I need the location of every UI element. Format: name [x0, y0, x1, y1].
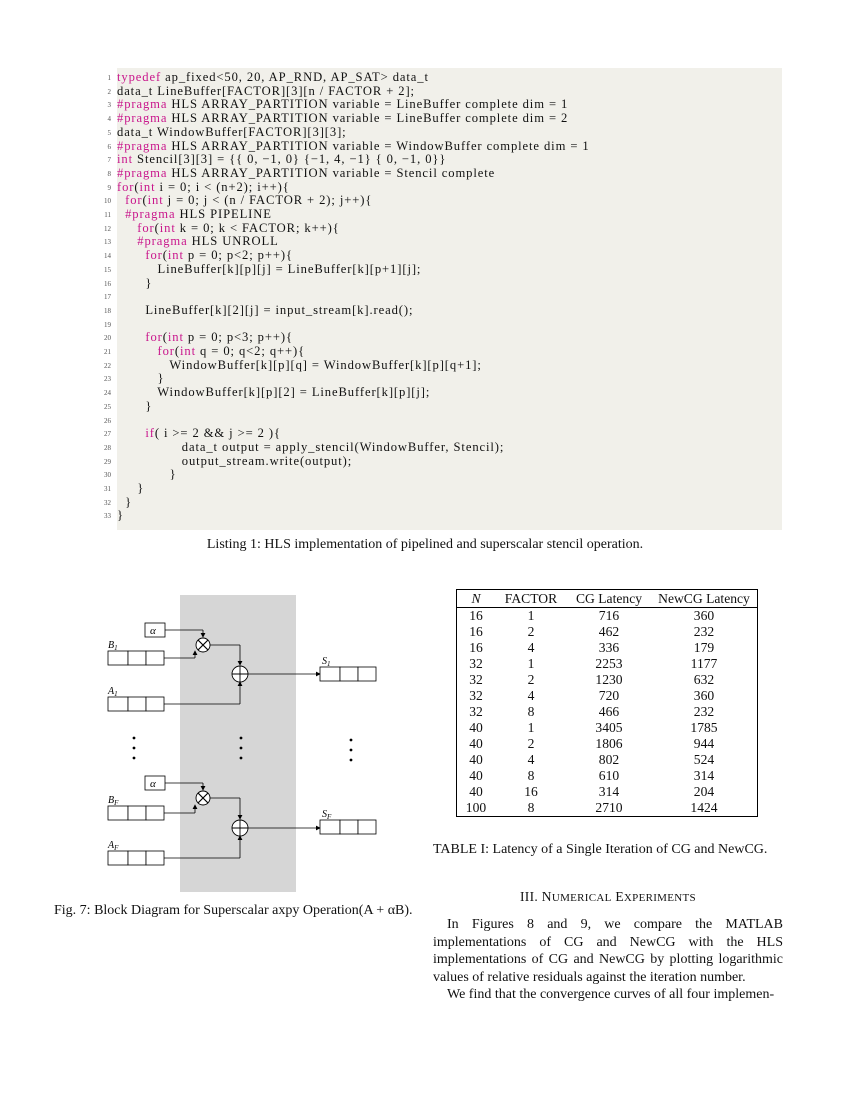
- line-number: 15: [104, 265, 111, 274]
- code-text: data_t output = apply_stencil(WindowBuffer, Stencil);: [117, 439, 505, 454]
- line-number: 21: [104, 348, 111, 356]
- table-cell: 2: [527, 672, 535, 687]
- table-cell: 314: [598, 784, 620, 799]
- table-cell: 232: [651, 624, 758, 640]
- code-text: #pragma HLS ARRAY_PARTITION variable = LineBuffer complete dim = 1: [117, 97, 569, 112]
- code-text: for(int q = 0; q<2; q++){: [157, 344, 306, 358]
- code-line: [104, 371, 165, 386]
- table-cell: 232: [651, 704, 758, 720]
- svg-text:A1: $A_1$: [108, 686, 118, 698]
- af-register: [108, 851, 164, 865]
- line-number: 4: [107, 115, 111, 124]
- s1-label: S: [322, 656, 327, 667]
- table-cell: 40: [457, 784, 496, 800]
- table-cell: 632: [651, 672, 758, 688]
- line-number: 13: [104, 238, 111, 247]
- table-cell: 610: [598, 768, 620, 783]
- code-line: [104, 261, 422, 277]
- line-number: 24: [104, 389, 111, 398]
- table-cell: 2710: [567, 800, 651, 817]
- code-text: WindowBuffer[k][p][q] = WindowBuffer[k][p][q+1];: [117, 357, 482, 372]
- code-line: [104, 453, 353, 469]
- table-row: [457, 784, 758, 800]
- line-number: 33: [104, 512, 111, 521]
- table-row: [457, 640, 758, 656]
- table-cell: 720: [598, 688, 620, 703]
- code-line: [107, 165, 496, 181]
- table-cell: 1785: [651, 720, 758, 736]
- bf-label: B: [108, 795, 115, 806]
- code-line: [104, 207, 272, 222]
- line-number: 12: [104, 224, 111, 233]
- table-cell: 179: [651, 640, 758, 656]
- table-cell: 16: [524, 784, 538, 799]
- code-text: for(int k = 0; k < FACTOR; k++){: [137, 220, 340, 235]
- code-text: for(int p = 0; p<2; p++){: [145, 248, 293, 263]
- table-cell: 4: [527, 640, 535, 655]
- table-cell: 40: [457, 768, 496, 784]
- table-cell: 944: [651, 736, 758, 752]
- table-cell: 2: [527, 624, 535, 639]
- table-cell: 360: [651, 608, 758, 625]
- header-factor: FACTOR: [495, 590, 567, 608]
- code-line: [107, 152, 447, 167]
- table-header-row: [457, 590, 758, 608]
- table-cell: 32: [457, 656, 496, 672]
- pipeline-region: [180, 595, 296, 892]
- code-text: }: [117, 508, 124, 523]
- code-line: [104, 275, 153, 291]
- table-cell: 1177: [651, 656, 758, 672]
- code-line: [104, 494, 133, 510]
- code-text: #pragma HLS ARRAY_PARTITION variable = LineBuffer complete dim = 2: [117, 111, 569, 126]
- table-cell: 1: [527, 608, 535, 623]
- code-text: output_stream.write(output);: [117, 453, 353, 468]
- line-number: 22: [104, 361, 111, 370]
- code-line: [104, 439, 505, 455]
- table-cell: 8: [495, 800, 567, 817]
- code-line: [104, 193, 373, 208]
- line-number: 26: [104, 416, 111, 425]
- code-text: }: [117, 494, 133, 509]
- line-number: 16: [104, 279, 111, 288]
- code-line: [107, 97, 569, 112]
- latency-table: [456, 589, 758, 817]
- table-cell: 16: [457, 624, 496, 640]
- code-text: #pragma HLS UNROLL: [137, 234, 279, 249]
- code-text: typedef ap_fixed<50, 20, AP_RND, AP_SAT> data_t: [117, 70, 429, 84]
- code-line: [104, 385, 431, 400]
- code-line: [104, 426, 281, 441]
- line-number: 19: [104, 320, 111, 329]
- table-cell: 2: [527, 736, 535, 751]
- code-line: [104, 234, 279, 249]
- table-cell: 2253: [595, 656, 623, 671]
- table-cell: 1424: [651, 800, 758, 817]
- code-text: WindowBuffer[k][p][2] = LineBuffer[k][p][j];: [117, 385, 431, 400]
- table-cell: 16: [457, 640, 496, 656]
- b1-register: [108, 651, 164, 665]
- code-text: }: [117, 371, 165, 386]
- line-number: 17: [104, 293, 111, 302]
- b1-label: B: [108, 640, 115, 651]
- svg-text:AF: $A_F$: [108, 840, 119, 852]
- header-cg-latency: CG Latency: [567, 590, 651, 608]
- svg-text:BF: $B_F$: [108, 795, 119, 807]
- line-number: 14: [104, 252, 111, 261]
- code-line: [107, 179, 290, 195]
- code-line: [104, 248, 293, 263]
- line-number: 6: [107, 142, 111, 151]
- s1-register: [320, 667, 376, 681]
- table-caption: TABLE I: Latency of a Single Iteration of CG and NewCG.: [433, 842, 768, 857]
- line-number: 32: [104, 498, 111, 507]
- code-text: for(int j = 0; j < (n / FACTOR + 2); j++){: [125, 193, 373, 208]
- code-text: for(int i = 0; i < (n+2); i++){: [117, 179, 290, 194]
- listing-caption: Listing 1: HLS implementation of pipelined and superscalar stencil operation.: [206, 537, 644, 552]
- table-cell: 466: [598, 704, 620, 719]
- line-number: 18: [104, 306, 111, 315]
- table-cell: 4: [527, 752, 535, 767]
- table-row: [457, 672, 758, 688]
- table-row: [457, 768, 758, 784]
- code-line: [104, 302, 414, 318]
- code-text: data_t WindowBuffer[FACTOR][3][3];: [117, 124, 347, 139]
- line-number: 23: [104, 375, 111, 384]
- sf-register: [320, 820, 376, 834]
- svg-text:SF: $S_F$: [322, 809, 332, 821]
- table-cell: 1230: [595, 672, 623, 687]
- code-text: LineBuffer[k][2][j] = input_stream[k].read();: [117, 302, 414, 317]
- code-listing: [104, 68, 782, 530]
- line-number: 8: [107, 169, 111, 178]
- line-number: 28: [104, 443, 111, 452]
- code-line: [107, 70, 429, 85]
- line-number: 1: [107, 74, 111, 82]
- table-cell: 32: [457, 672, 496, 688]
- table-cell: 204: [651, 784, 758, 800]
- table-cell: 1: [527, 720, 535, 735]
- bf-register: [108, 806, 164, 820]
- table-cell: 100: [457, 800, 496, 817]
- table-row: [457, 688, 758, 704]
- code-text: }: [117, 467, 177, 482]
- code-text: for(int p = 0; p<3; p++){: [145, 330, 293, 345]
- table-cell: 1: [527, 656, 535, 671]
- table-row: [457, 736, 758, 752]
- svg-text:S1: $S_1$: [322, 656, 331, 668]
- code-text: int Stencil[3][3] = {{ 0, −1, 0} {−1, 4, −1} { 0, −1, 0}}: [117, 152, 447, 167]
- line-number: 2: [107, 87, 111, 96]
- line-number: 9: [107, 183, 111, 192]
- code-text: }: [117, 275, 153, 290]
- section-heading: III. NUMERICAL EXPERIMENTS: [520, 889, 696, 904]
- line-number: 29: [104, 457, 111, 466]
- line-number: 3: [107, 101, 111, 110]
- code-line: [104, 467, 177, 482]
- code-line: [104, 398, 153, 414]
- table-row: [457, 608, 758, 625]
- table-cell: 40: [457, 752, 496, 768]
- a1-register: [108, 697, 164, 711]
- svg-text:B1: $B_1$: [108, 640, 118, 652]
- code-line: [104, 508, 124, 523]
- block-diagram: [95, 585, 415, 895]
- header-newcg-latency: NewCG Latency: [651, 590, 758, 608]
- code-line: [107, 124, 347, 140]
- table-row: [457, 704, 758, 720]
- code-line: [107, 111, 569, 126]
- code-line: [107, 83, 415, 99]
- line-number: 5: [107, 128, 111, 137]
- line-number: 31: [104, 485, 111, 493]
- code-text: #pragma HLS PIPELINE: [125, 207, 272, 221]
- code-line: [104, 330, 293, 345]
- table-cell: 524: [651, 752, 758, 768]
- paragraph: We find that the convergence curves of all four implemen-: [447, 987, 775, 1002]
- table-cell: 40: [457, 736, 496, 752]
- code-text: if( i >= 2 && j >= 2 ){: [145, 426, 281, 441]
- alpha-label-bottom: α: [150, 778, 156, 790]
- table-body: [457, 608, 758, 817]
- table-cell: 40: [457, 720, 496, 736]
- code-text: data_t LineBuffer[FACTOR][3][n / FACTOR + 2];: [117, 83, 415, 98]
- line-number: 25: [104, 402, 111, 411]
- code-line: [104, 481, 145, 496]
- table-row: [457, 800, 758, 817]
- a1-label: A: [108, 686, 115, 697]
- code-text: #pragma HLS ARRAY_PARTITION variable = WindowBuffer complete dim = 1: [117, 138, 590, 153]
- table-cell: 8: [527, 768, 535, 783]
- header-n: N: [457, 590, 496, 608]
- code-line: [104, 220, 340, 236]
- table-row: [457, 656, 758, 672]
- line-number: 11: [104, 211, 111, 219]
- line-number: 27: [104, 430, 111, 439]
- table-cell: 360: [651, 688, 758, 704]
- table-cell: 314: [651, 768, 758, 784]
- line-number: 10: [104, 197, 111, 206]
- table-cell: 32: [457, 688, 496, 704]
- code-text: }: [117, 398, 153, 413]
- paragraph: In Figures 8 and 9, we compare the MATLAB implementations of CG and NewCG with the HLS implementations of CG and NewCG by plotting logarithmic values of relative residuals against the iteration number.: [433, 917, 783, 985]
- table-cell: 1806: [595, 736, 623, 751]
- table-cell: 16: [457, 608, 496, 625]
- line-number: 7: [107, 156, 111, 165]
- table-cell: 8: [527, 704, 535, 719]
- code-text: }: [117, 481, 145, 495]
- figure-caption: Fig. 7: Block Diagram for Superscalar axpy Operation(A + αB).: [54, 903, 413, 918]
- line-number: 20: [104, 334, 111, 343]
- code-text: #pragma HLS ARRAY_PARTITION variable = Stencil complete: [117, 165, 496, 180]
- table-cell: 32: [457, 704, 496, 720]
- af-label: A: [108, 840, 115, 851]
- line-number: 30: [104, 471, 111, 480]
- code-line: [104, 357, 482, 373]
- table-row: [457, 752, 758, 768]
- code-text: LineBuffer[k][p][j] = LineBuffer[k][p+1][j];: [117, 261, 422, 276]
- table-cell: 802: [598, 752, 620, 767]
- table-cell: 3405: [595, 720, 623, 735]
- table-cell: 336: [598, 640, 620, 655]
- code-line: [107, 138, 590, 154]
- alpha-label-top: α: [150, 625, 156, 637]
- table-cell: 716: [598, 608, 620, 623]
- table-cell: 4: [527, 688, 535, 703]
- table-row: [457, 720, 758, 736]
- sf-label: S: [322, 809, 327, 820]
- table-row: [457, 624, 758, 640]
- code-line: [104, 344, 306, 359]
- table-cell: 462: [598, 624, 620, 639]
